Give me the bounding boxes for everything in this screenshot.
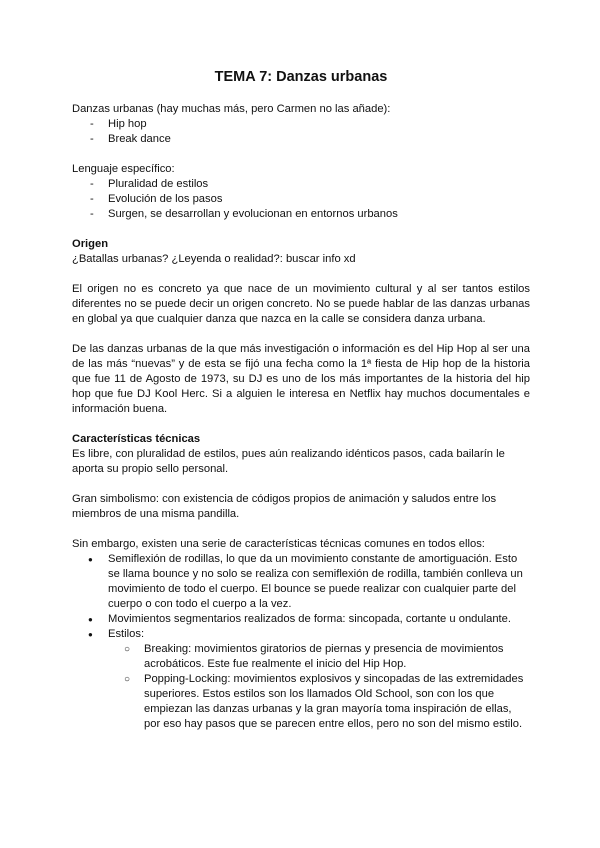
lenguaje-list [72, 177, 530, 222]
caracteristicas-bullets [72, 552, 530, 732]
origen-heading: Origen [72, 238, 109, 250]
list-item: ○ Breaking: movimientos giratorios de piernas y presencia de movimientos acrobáticos. Este fue realmente el inicio del Hip Hop. [108, 642, 530, 672]
estilos-list [108, 642, 530, 732]
list-item: ● Semiflexión de rodillas, lo que da un movimiento constante de amortiguación. Esto se llama bounce y no solo se realiza con semiflexión de rodilla, también conlleva un movimiento de todo el cuerpo. El bounce se puede realizar con cualquier parte del cuerpo o con todo el cuerpo a la vez. [72, 552, 530, 612]
caracteristicas-heading: Características técnicas [72, 433, 201, 445]
estilos-label: Estilos: [108, 628, 145, 640]
page-title: TEMA 7: Danzas urbanas [214, 69, 388, 85]
lenguaje-line: Lenguaje específico: [72, 163, 175, 175]
intro-list [72, 117, 530, 147]
list-item: - Pluralidad de estilos [72, 177, 530, 192]
intro-line: Danzas urbanas (hay muchas más, pero Carmen no las añade): [72, 103, 391, 115]
caracteristicas-paragraph-3: Sin embargo, existen una serie de características técnicas comunes en todos ellos: [72, 538, 485, 550]
origen-question: ¿Batallas urbanas? ¿Leyenda o realidad?: buscar info xd [72, 253, 356, 265]
caracteristicas-paragraph-2: Gran simbolismo: con existencia de códigos propios de animación y saludos entre los miembros de una misma pandilla. [72, 493, 497, 520]
list-item-estilos [72, 627, 530, 732]
list-item: - Break dance [72, 132, 530, 147]
list-item: - Surgen, se desarrollan y evolucionan en entornos urbanos [72, 207, 530, 222]
list-item: - Hip hop [72, 117, 530, 132]
origen-paragraph-1: El origen no es concreto ya que nace de un movimiento cultural y al ser tantos estilos diferentes no se puede decir un origen concreto. No se puede hablar de las danzas urbanas en global ya que cualquier danza que nazca en la calle se considera danza urbana. [72, 283, 530, 325]
list-item: ○ Popping-Locking: movimientos explosivos y sincopadas de las extremidades superiores. Estos estilos son los llamados Old School, son con los que empiezan las danzas urbanas y la gran mayoría toma inspiración de ellas, por eso hay pasos que se parecen entre ellos, pero no son del mismo estilo. [108, 672, 530, 732]
document-page [72, 68, 530, 732]
list-item: ● Movimientos segmentarios realizados de forma: sincopada, cortante u ondulante. [72, 612, 530, 627]
origen-paragraph-2: De las danzas urbanas de la que más investigación o información es del Hip Hop al ser una de las más “nuevas” y de esta se fijó una fecha como la 1ª fiesta de Hip hop de la historia que fue 11 de Agosto de 1973, su DJ es uno de los más importantes de la historia del hip hop que fue DJ Kool Herc. Si a alguien le interesa en Netflix hay muchos documentales e información buena. [72, 343, 530, 415]
caracteristicas-paragraph-1: Es libre, con pluralidad de estilos, pues aún realizando idénticos pasos, cada bailarín le aporta su propio sello personal. [72, 448, 505, 475]
list-item: - Evolución de los pasos [72, 192, 530, 207]
